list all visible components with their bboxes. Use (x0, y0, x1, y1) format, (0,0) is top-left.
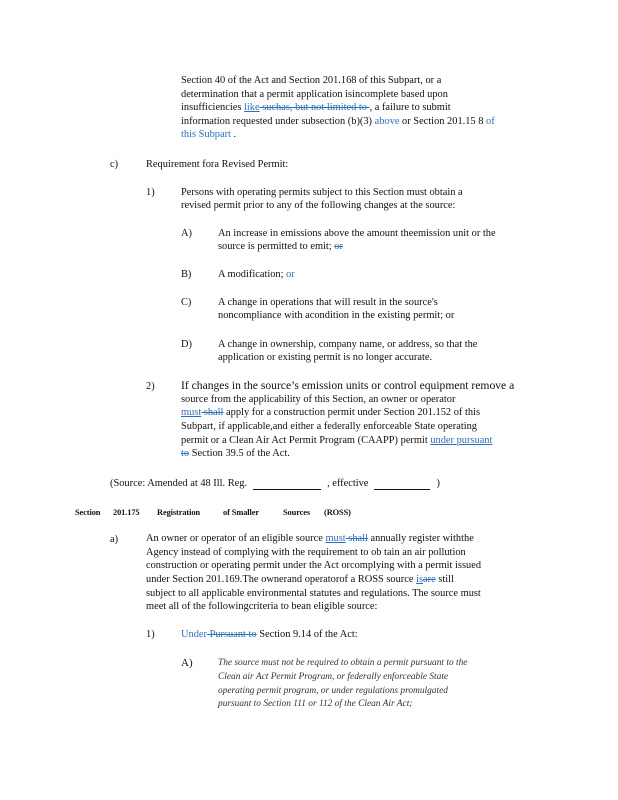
top-line-5 (181, 128, 236, 141)
top-line-4-text: information requested under subsection (b)(3) (181, 116, 375, 127)
section-title-word-1: Registration (157, 508, 200, 517)
inserted-text: under pursuant (430, 435, 493, 446)
item-marker-2: 2) (146, 381, 155, 392)
source-note-effective: , effective (327, 478, 369, 489)
deleted-text: or (334, 241, 343, 252)
a-item-1-line (181, 628, 358, 641)
a-item-marker-A: A) (181, 657, 193, 669)
a-line-1 (146, 532, 474, 545)
item-2-line-5 (181, 434, 492, 447)
a-line-3: construction or operating permit under the Act orcomplying with a permit issued (146, 560, 482, 571)
item-marker-C: C) (181, 297, 192, 308)
top-line-5-end: . (230, 129, 237, 140)
item-2-line-2: source from the applicability of this Section, an owner or operator (181, 394, 456, 405)
a-line-1-text: An owner or operator of an eligible source (146, 533, 326, 544)
item-2-line-6-end: Section 39.5 of the Act. (189, 448, 290, 459)
inserted-text: must (325, 533, 346, 544)
a-line-4-end: still (435, 574, 454, 585)
top-line-4 (181, 115, 495, 128)
inserted-text: above (374, 116, 400, 127)
inserted-text: or (286, 269, 295, 280)
a-line-2: Agency instead of complying with the requirement to ob tain an air pollution (146, 547, 466, 558)
item-B-line (218, 268, 295, 281)
item-marker-B: B) (181, 269, 192, 280)
top-line-3 (181, 101, 451, 114)
deleted-text: shall (201, 407, 224, 418)
item-A-line-1: An increase in emissions above the amount theemission unit or the (218, 228, 496, 239)
item-2-line-3 (181, 406, 480, 419)
item-D-line-1: A change in ownership, company name, or address, so that the (218, 339, 478, 350)
a-line-1-end: annually register withthe (367, 533, 474, 544)
top-line-2: determination that a permit application isincomplete based upon (181, 89, 448, 100)
item-1-line-2: revised permit prior to any of the following changes at the source: (181, 200, 456, 211)
a-item-A-line-4: pursuant to Section 111 or 112 of the Clean Air Act; (218, 699, 413, 709)
item-2-line-3-end: apply for a construction permit under Section 201.152 of this (223, 407, 480, 418)
deleted-text: suchas, but not limited to (259, 102, 370, 113)
inserted-text: this Subpart (181, 129, 231, 140)
item-A-line-2-text: source is permitted to emit; (218, 241, 335, 252)
item-marker-D: D) (181, 339, 192, 350)
item-2-line-5-text: permit or a Clean Air Act Permit Program (CAAPP) permit (181, 435, 431, 446)
item-marker-A: A) (181, 228, 192, 239)
top-line-3-text: insufficiencies (181, 102, 244, 113)
section-label: Section (75, 508, 101, 517)
item-C-line-1: A change in operations that will result in the source's (218, 297, 438, 308)
item-A-line-2 (218, 240, 343, 253)
inserted-text: of (483, 116, 495, 127)
deleted-text: are (423, 574, 436, 585)
date-blank (374, 479, 430, 490)
section-title-word-3: Sources (283, 508, 311, 517)
inserted-text: must (181, 407, 202, 418)
item-B-text: A modification; (218, 269, 287, 280)
deleted-text: shall (345, 533, 368, 544)
item-2-line-6 (181, 447, 290, 460)
source-note (110, 477, 440, 490)
item-2-line-1: If changes in the source’s emission units or control equipment remove a (181, 379, 515, 392)
source-note-close: ) (436, 478, 440, 489)
inserted-text: Under (181, 629, 207, 640)
item-marker-1: 1) (146, 187, 155, 198)
inserted-text: is (416, 574, 424, 585)
section-title-word-2: of Smaller (223, 508, 259, 517)
subsection-marker-a: a) (110, 534, 119, 545)
a-line-6: meet all of the followingcriteria to bean eligible source: (146, 601, 378, 612)
item-2-line-4: Subpart, if applicable,and either a federally enforceable State operating (181, 421, 477, 432)
a-line-5: subject to all applicable environmental statutes and regulations. The source must (146, 588, 481, 599)
top-line-1: Section 40 of the Act and Section 201.168 of this Subpart, or a (181, 75, 442, 86)
section-title-word-4: (ROSS) (324, 508, 351, 517)
item-1-line-1: Persons with operating permits subject to this Section must obtain a (181, 187, 463, 198)
deleted-text: Pursuant to (206, 629, 257, 640)
a-line-4-text: under Section 201.169.The ownerand operatorof a ROSS source (146, 574, 417, 585)
reg-blank (253, 479, 321, 490)
source-note-text: (Source: Amended at 48 Ill. Reg. (110, 478, 248, 489)
a-item-A-line-2: Clean air Act Permit Program, or federally enforceable State (218, 672, 449, 682)
subsection-heading-c: Requirement fora Revised Permit: (146, 159, 289, 170)
a-item-A-line-1: The source must not be required to obtain a permit pursuant to the (218, 658, 468, 668)
a-item-1-text: Section 9.14 of the Act: (256, 629, 358, 640)
top-line-4-mid: or Section 201.15 8 (399, 116, 484, 127)
a-item-marker-1: 1) (146, 629, 155, 640)
deleted-text: to (181, 448, 190, 459)
section-number: 201.175 (113, 508, 140, 517)
a-item-A-line-3: operating permit program, or under regulations promulgated (218, 686, 448, 696)
subsection-marker-c: c) (110, 159, 119, 170)
item-D-line-2: application or existing permit is no longer accurate. (218, 352, 433, 363)
inserted-text: like (244, 102, 260, 113)
item-C-line-2: noncompliance with acondition in the existing permit; or (218, 310, 455, 321)
a-line-4 (146, 573, 454, 586)
top-line-3-end: , a failure to submit (369, 102, 451, 113)
